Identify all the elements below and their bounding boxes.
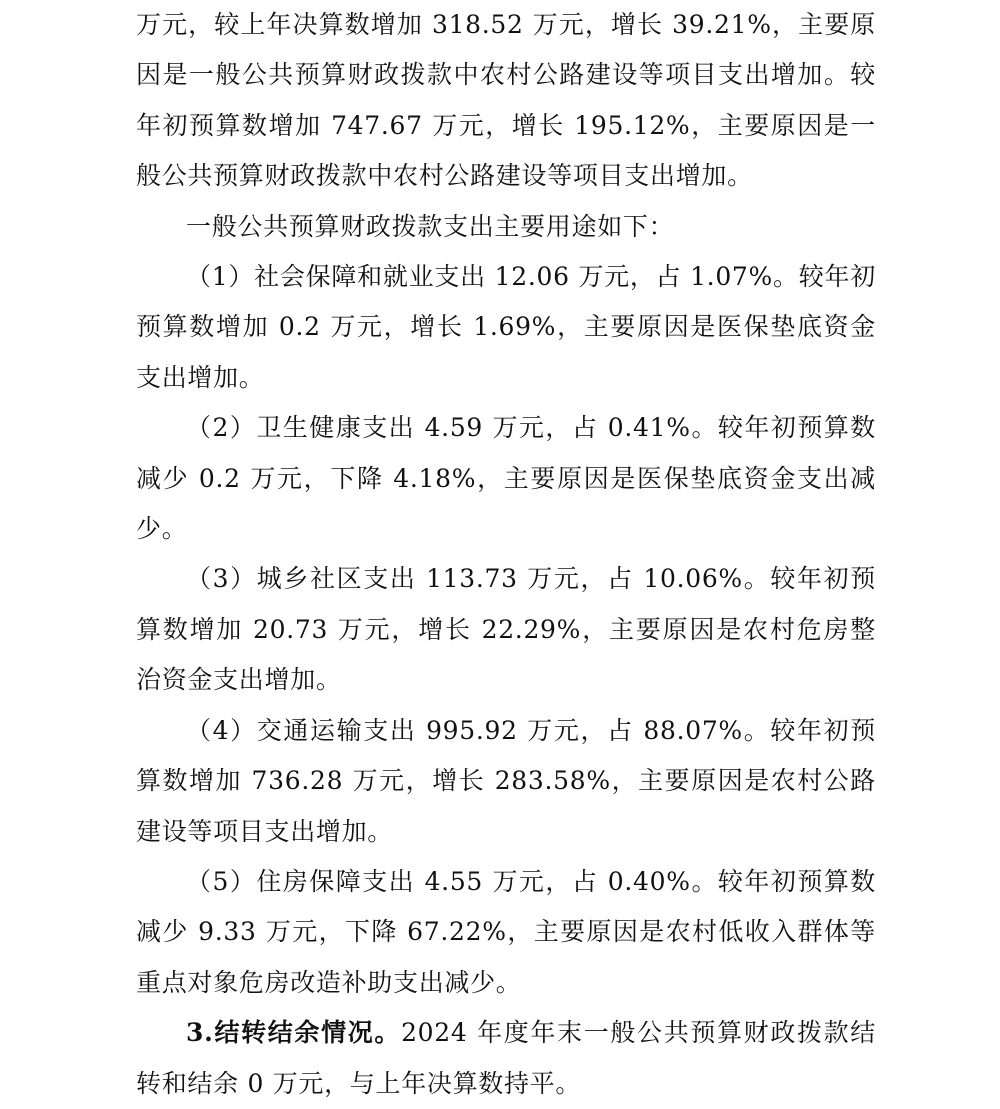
uses-heading-paragraph: 一般公共预算财政拨款支出主要用途如下： xyxy=(186,211,675,241)
item-transportation-paragraph: （4）交通运输支出 995.92 万元，占 88.07%。较年初预算数增加 736.28 万元，增长 283.58%，主要原因是农村公路建设等项目支出增加。 xyxy=(136,715,876,846)
carryover-lead: 3.结转结余情况。 xyxy=(186,1018,402,1048)
item-social-security-paragraph: （1）社会保障和就业支出 12.06 万元，占 1.07%。较年初预算数增加 0.2 万元，增长 1.69%，主要原因是医保垫底资金支出增加。 xyxy=(136,262,876,392)
document-body xyxy=(136,0,876,1109)
item-housing-paragraph: （5）住房保障支出 4.55 万元，占 0.40%。较年初预算数减少 9.33 万元，下降 67.22%，主要原因是农村低收入群体等重点对象危房改造补助支出减少。 xyxy=(136,866,876,997)
carryover-paragraph xyxy=(136,1008,876,1109)
item-urban-rural-community-paragraph: （3）城乡社区支出 113.73 万元，占 10.06%。较年初预算数增加 20.73 万元，增长 22.29%，主要原因是农村危房整治资金支出增加。 xyxy=(136,564,876,695)
intro-continuation-paragraph: 万元，较上年决算数增加 318.52 万元，增长 39.21%，主要原因是一般公共预算财政拨款中农村公路建设等项目支出增加。较年初预算数增加 747.67 万元，增长 195.12%，主要原因是一般公共预算财政拨款中农村公路建设等项目支出增加。 xyxy=(136,10,876,191)
carryover-text: 2024 年度年末一般公共预算财政拨款结转和结余 0 万元，与上年决算数持平。 xyxy=(136,1018,876,1098)
item-health-paragraph: （2）卫生健康支出 4.59 万元，占 0.41%。较年初预算数减少 0.2 万元，下降 4.18%，主要原因是医保垫底资金支出减少。 xyxy=(136,413,876,544)
